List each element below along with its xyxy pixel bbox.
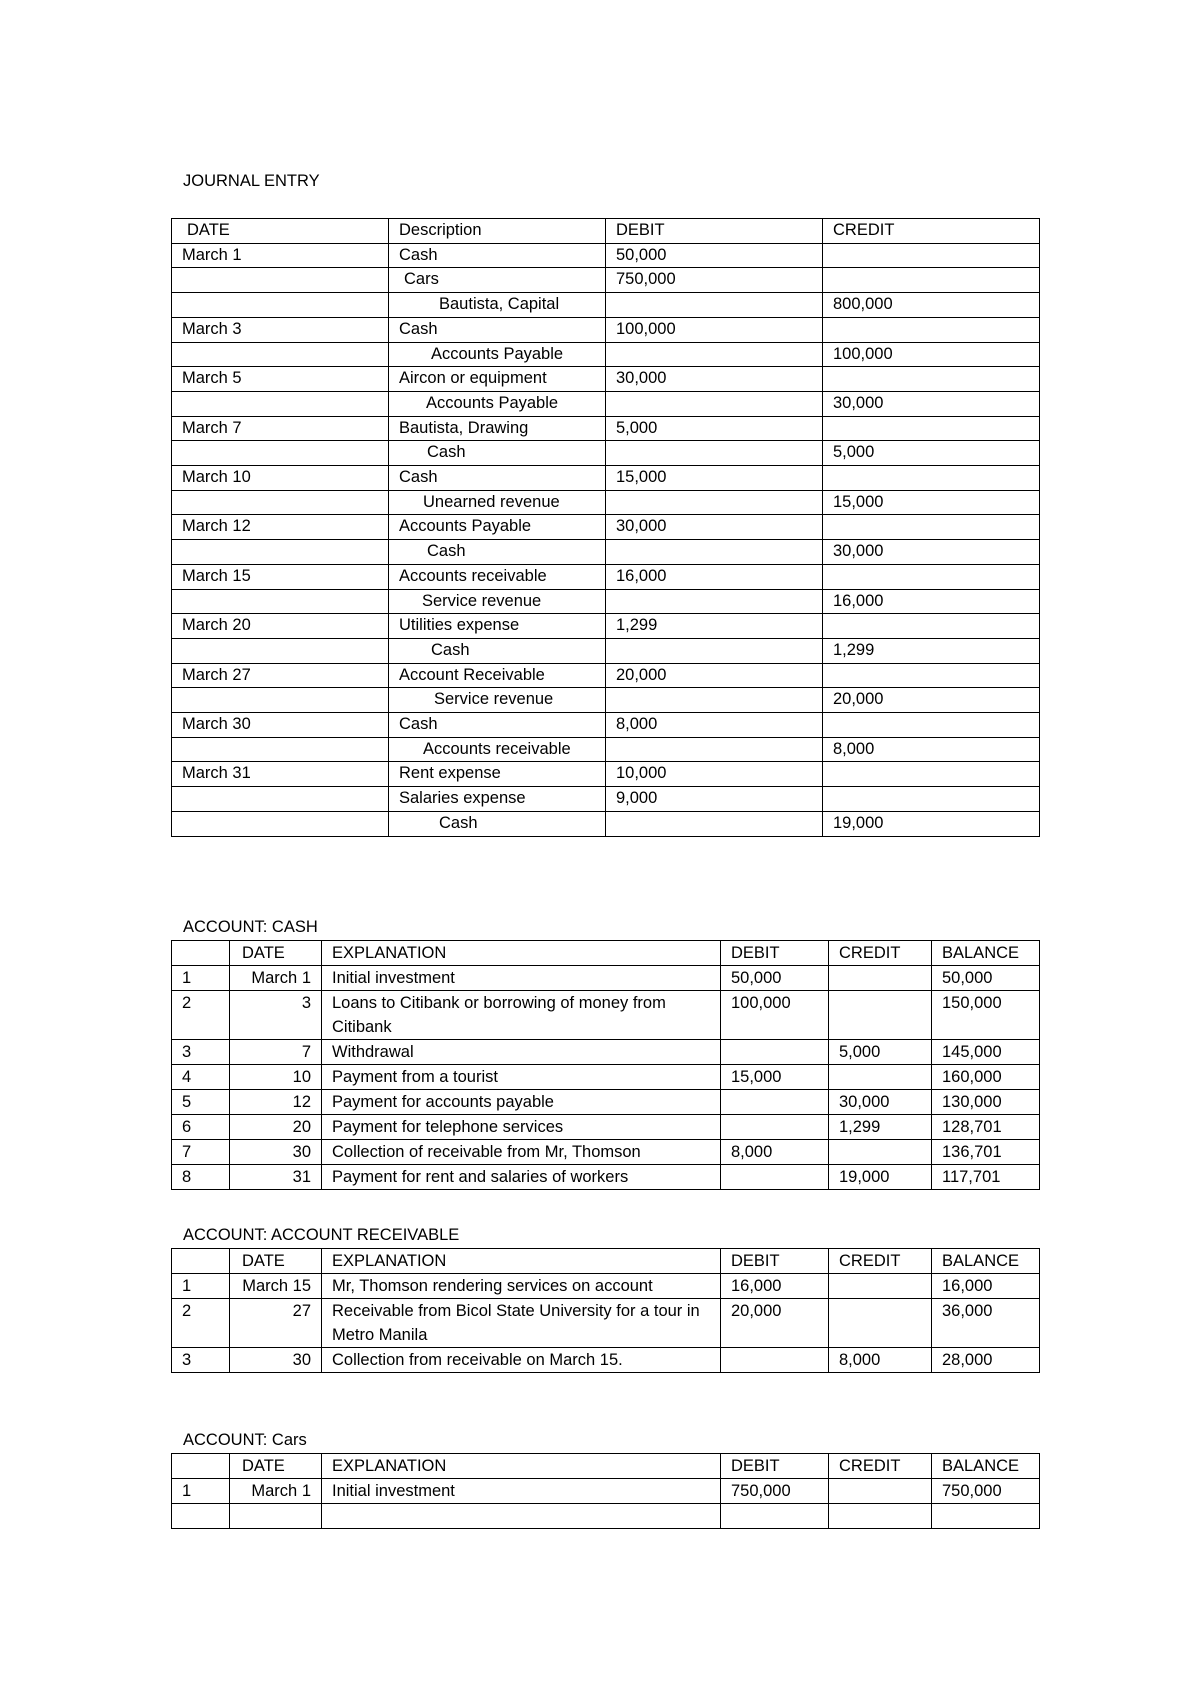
journal-row (172, 367, 1040, 392)
row-number: 6 (172, 1115, 230, 1140)
row-number: 5 (172, 1090, 230, 1115)
journal-debit: 15,000 (606, 466, 823, 491)
journal-description: Accounts receivable (389, 564, 606, 589)
journal-description: Service revenue (389, 589, 606, 614)
journal-title: JOURNAL ENTRY (183, 172, 320, 190)
journal-date (172, 638, 389, 663)
journal-credit: 16,000 (823, 589, 1040, 614)
row-number: 2 (172, 991, 230, 1040)
ledger-row (172, 991, 1040, 1040)
row-explanation: Initial investment (322, 1479, 721, 1504)
ledger-row (172, 1140, 1040, 1165)
receivable-ledger-table (171, 1248, 1040, 1373)
row-number: 4 (172, 1065, 230, 1090)
journal-description: Cash (389, 243, 606, 268)
ledger-row (172, 1299, 1040, 1348)
row-explanation: Collection of receivable from Mr, Thomson (322, 1140, 721, 1165)
cars-account-title: ACCOUNT: Cars (183, 1431, 307, 1449)
row-date: 30 (230, 1140, 322, 1165)
row-balance: 136,701 (932, 1140, 1040, 1165)
journal-description: Utilities expense (389, 614, 606, 639)
row-debit: 16,000 (721, 1274, 829, 1299)
journal-row (172, 243, 1040, 268)
row-balance: 16,000 (932, 1274, 1040, 1299)
journal-debit (606, 490, 823, 515)
row-explanation: Payment for rent and salaries of workers (322, 1165, 721, 1190)
journal-credit (823, 614, 1040, 639)
journal-date (172, 342, 389, 367)
journal-debit: 8,000 (606, 713, 823, 738)
row-date: 31 (230, 1165, 322, 1190)
journal-header-row (172, 219, 1040, 244)
journal-description: Account Receivable (389, 663, 606, 688)
journal-credit (823, 268, 1040, 293)
row-number: 3 (172, 1348, 230, 1373)
journal-credit (823, 367, 1040, 392)
journal-description: Cash (389, 540, 606, 565)
journal-date (172, 441, 389, 466)
cash-header-row (172, 941, 1040, 966)
row-credit (829, 1140, 932, 1165)
row-date: 10 (230, 1065, 322, 1090)
row-explanation: Collection from receivable on March 15. (322, 1348, 721, 1373)
journal-row (172, 663, 1040, 688)
row-credit: 19,000 (829, 1165, 932, 1190)
row-debit: 50,000 (721, 966, 829, 991)
ledger-row (172, 1165, 1040, 1190)
journal-row (172, 737, 1040, 762)
journal-description: Accounts Payable (389, 515, 606, 540)
journal-date: March 10 (172, 466, 389, 491)
row-date: 3 (230, 991, 322, 1040)
journal-description: Cars (389, 268, 606, 293)
ledger-row (172, 1504, 1040, 1529)
row-explanation (322, 1504, 721, 1529)
journal-description: Accounts Payable (389, 342, 606, 367)
row-credit (829, 991, 932, 1040)
journal-date (172, 268, 389, 293)
row-debit: 100,000 (721, 991, 829, 1040)
row-debit: 20,000 (721, 1299, 829, 1348)
journal-debit (606, 540, 823, 565)
journal-row (172, 317, 1040, 342)
journal-debit: 30,000 (606, 515, 823, 540)
row-date: 12 (230, 1090, 322, 1115)
journal-debit: 16,000 (606, 564, 823, 589)
journal-credit (823, 416, 1040, 441)
journal-debit: 10,000 (606, 762, 823, 787)
journal-description: Unearned revenue (389, 490, 606, 515)
row-number (172, 1504, 230, 1529)
journal-date: March 31 (172, 762, 389, 787)
journal-description: Accounts receivable (389, 737, 606, 762)
journal-credit: 20,000 (823, 688, 1040, 713)
journal-date: March 5 (172, 367, 389, 392)
debit-header: DEBIT (606, 219, 823, 244)
journal-description: Aircon or equipment (389, 367, 606, 392)
journal-date: March 12 (172, 515, 389, 540)
journal-row (172, 688, 1040, 713)
credit-header: CREDIT (829, 1454, 932, 1479)
journal-debit (606, 688, 823, 713)
row-balance: 117,701 (932, 1165, 1040, 1190)
row-explanation: Payment for accounts payable (322, 1090, 721, 1115)
journal-credit (823, 787, 1040, 812)
row-date: 20 (230, 1115, 322, 1140)
balance-header: BALANCE (932, 1454, 1040, 1479)
row-number: 1 (172, 1479, 230, 1504)
journal-description: Bautista, Drawing (389, 416, 606, 441)
journal-credit (823, 762, 1040, 787)
row-number: 1 (172, 966, 230, 991)
credit-header: CREDIT (829, 941, 932, 966)
credit-header: CREDIT (829, 1249, 932, 1274)
journal-date: March 30 (172, 713, 389, 738)
journal-description: Cash (389, 713, 606, 738)
journal-row (172, 762, 1040, 787)
number-header (172, 1249, 230, 1274)
debit-header: DEBIT (721, 1454, 829, 1479)
journal-row (172, 293, 1040, 318)
row-debit: 750,000 (721, 1479, 829, 1504)
cash-ledger-table (171, 940, 1040, 1190)
row-balance: 145,000 (932, 1040, 1040, 1065)
journal-date (172, 811, 389, 836)
journal-description: Cash (389, 317, 606, 342)
date-header: DATE (230, 1454, 322, 1479)
journal-row (172, 515, 1040, 540)
journal-date (172, 391, 389, 416)
row-date: March 15 (230, 1274, 322, 1299)
row-credit: 8,000 (829, 1348, 932, 1373)
row-debit (721, 1115, 829, 1140)
journal-credit (823, 564, 1040, 589)
row-explanation: Payment for telephone services (322, 1115, 721, 1140)
row-credit (829, 1274, 932, 1299)
row-number: 7 (172, 1140, 230, 1165)
row-debit (721, 1348, 829, 1373)
row-credit: 1,299 (829, 1115, 932, 1140)
journal-credit (823, 515, 1040, 540)
journal-credit: 800,000 (823, 293, 1040, 318)
ledger-row (172, 1479, 1040, 1504)
journal-credit (823, 663, 1040, 688)
journal-row (172, 540, 1040, 565)
row-debit (721, 1040, 829, 1065)
cash-account-title: ACCOUNT: CASH (183, 918, 318, 936)
cars-header-row (172, 1454, 1040, 1479)
date-header: DATE (172, 219, 389, 244)
row-debit: 8,000 (721, 1140, 829, 1165)
explanation-header: EXPLANATION (322, 1249, 721, 1274)
ledger-row (172, 1348, 1040, 1373)
ledger-row (172, 1040, 1040, 1065)
journal-date (172, 293, 389, 318)
journal-description: Salaries expense (389, 787, 606, 812)
journal-description: Bautista, Capital (389, 293, 606, 318)
description-header: Description (389, 219, 606, 244)
row-number: 3 (172, 1040, 230, 1065)
row-debit: 15,000 (721, 1065, 829, 1090)
receivable-account-title: ACCOUNT: ACCOUNT RECEIVABLE (183, 1226, 460, 1244)
balance-header: BALANCE (932, 941, 1040, 966)
row-credit (829, 966, 932, 991)
journal-row (172, 342, 1040, 367)
row-explanation: Loans to Citibank or borrowing of money from Citibank (322, 991, 721, 1040)
journal-description: Cash (389, 811, 606, 836)
explanation-header: EXPLANATION (322, 1454, 721, 1479)
row-debit (721, 1504, 829, 1529)
journal-debit: 20,000 (606, 663, 823, 688)
row-balance: 160,000 (932, 1065, 1040, 1090)
journal-date (172, 540, 389, 565)
balance-header: BALANCE (932, 1249, 1040, 1274)
journal-credit (823, 466, 1040, 491)
journal-credit (823, 243, 1040, 268)
number-header (172, 941, 230, 966)
journal-entry-table (171, 218, 1040, 837)
row-credit (829, 1504, 932, 1529)
journal-debit (606, 589, 823, 614)
row-explanation: Payment from a tourist (322, 1065, 721, 1090)
ledger-row (172, 1274, 1040, 1299)
debit-header: DEBIT (721, 1249, 829, 1274)
journal-row (172, 268, 1040, 293)
journal-row (172, 614, 1040, 639)
journal-credit: 100,000 (823, 342, 1040, 367)
journal-description: Service revenue (389, 688, 606, 713)
journal-row (172, 490, 1040, 515)
journal-date (172, 490, 389, 515)
journal-debit: 1,299 (606, 614, 823, 639)
journal-row (172, 713, 1040, 738)
debit-header: DEBIT (721, 941, 829, 966)
row-balance: 130,000 (932, 1090, 1040, 1115)
row-balance: 150,000 (932, 991, 1040, 1040)
row-date: 27 (230, 1299, 322, 1348)
row-credit (829, 1479, 932, 1504)
journal-debit: 750,000 (606, 268, 823, 293)
journal-debit: 9,000 (606, 787, 823, 812)
row-balance: 28,000 (932, 1348, 1040, 1373)
row-date: March 1 (230, 966, 322, 991)
journal-debit (606, 737, 823, 762)
journal-row (172, 441, 1040, 466)
ledger-row (172, 966, 1040, 991)
date-header: DATE (230, 1249, 322, 1274)
row-credit (829, 1299, 932, 1348)
journal-row (172, 466, 1040, 491)
journal-debit (606, 811, 823, 836)
journal-credit: 30,000 (823, 540, 1040, 565)
row-date: 7 (230, 1040, 322, 1065)
row-explanation: Receivable from Bicol State University for a tour in Metro Manila (322, 1299, 721, 1348)
explanation-header: EXPLANATION (322, 941, 721, 966)
journal-date (172, 688, 389, 713)
journal-row (172, 589, 1040, 614)
row-date (230, 1504, 322, 1529)
date-header: DATE (230, 941, 322, 966)
journal-credit: 30,000 (823, 391, 1040, 416)
ledger-row (172, 1065, 1040, 1090)
row-balance: 36,000 (932, 1299, 1040, 1348)
journal-row (172, 564, 1040, 589)
journal-date (172, 737, 389, 762)
row-date: March 1 (230, 1479, 322, 1504)
journal-credit (823, 713, 1040, 738)
credit-header: CREDIT (823, 219, 1040, 244)
journal-row (172, 391, 1040, 416)
row-credit: 30,000 (829, 1090, 932, 1115)
journal-credit: 1,299 (823, 638, 1040, 663)
journal-date: March 1 (172, 243, 389, 268)
journal-date (172, 787, 389, 812)
row-explanation: Withdrawal (322, 1040, 721, 1065)
journal-debit: 5,000 (606, 416, 823, 441)
journal-debit (606, 638, 823, 663)
row-balance: 750,000 (932, 1479, 1040, 1504)
journal-date: March 27 (172, 663, 389, 688)
journal-debit: 50,000 (606, 243, 823, 268)
row-number: 1 (172, 1274, 230, 1299)
journal-description: Cash (389, 441, 606, 466)
journal-row (172, 787, 1040, 812)
row-balance: 128,701 (932, 1115, 1040, 1140)
row-number: 2 (172, 1299, 230, 1348)
row-explanation: Initial investment (322, 966, 721, 991)
journal-description: Rent expense (389, 762, 606, 787)
journal-credit: 5,000 (823, 441, 1040, 466)
row-balance: 50,000 (932, 966, 1040, 991)
journal-date: March 20 (172, 614, 389, 639)
row-balance (932, 1504, 1040, 1529)
journal-debit (606, 342, 823, 367)
row-number: 8 (172, 1165, 230, 1190)
receivable-header-row (172, 1249, 1040, 1274)
row-credit (829, 1065, 932, 1090)
number-header (172, 1454, 230, 1479)
cars-ledger-table (171, 1453, 1040, 1529)
journal-row (172, 638, 1040, 663)
journal-credit: 15,000 (823, 490, 1040, 515)
journal-debit (606, 391, 823, 416)
journal-date (172, 589, 389, 614)
journal-description: Cash (389, 466, 606, 491)
journal-debit: 100,000 (606, 317, 823, 342)
ledger-row (172, 1090, 1040, 1115)
row-debit (721, 1090, 829, 1115)
journal-row (172, 416, 1040, 441)
journal-description: Cash (389, 638, 606, 663)
journal-credit: 8,000 (823, 737, 1040, 762)
journal-date: March 7 (172, 416, 389, 441)
row-explanation: Mr, Thomson rendering services on account (322, 1274, 721, 1299)
journal-debit (606, 441, 823, 466)
row-credit: 5,000 (829, 1040, 932, 1065)
journal-credit: 19,000 (823, 811, 1040, 836)
journal-debit: 30,000 (606, 367, 823, 392)
journal-debit (606, 293, 823, 318)
journal-credit (823, 317, 1040, 342)
row-debit (721, 1165, 829, 1190)
journal-date: March 15 (172, 564, 389, 589)
journal-description: Accounts Payable (389, 391, 606, 416)
journal-row (172, 811, 1040, 836)
ledger-row (172, 1115, 1040, 1140)
journal-date: March 3 (172, 317, 389, 342)
row-date: 30 (230, 1348, 322, 1373)
